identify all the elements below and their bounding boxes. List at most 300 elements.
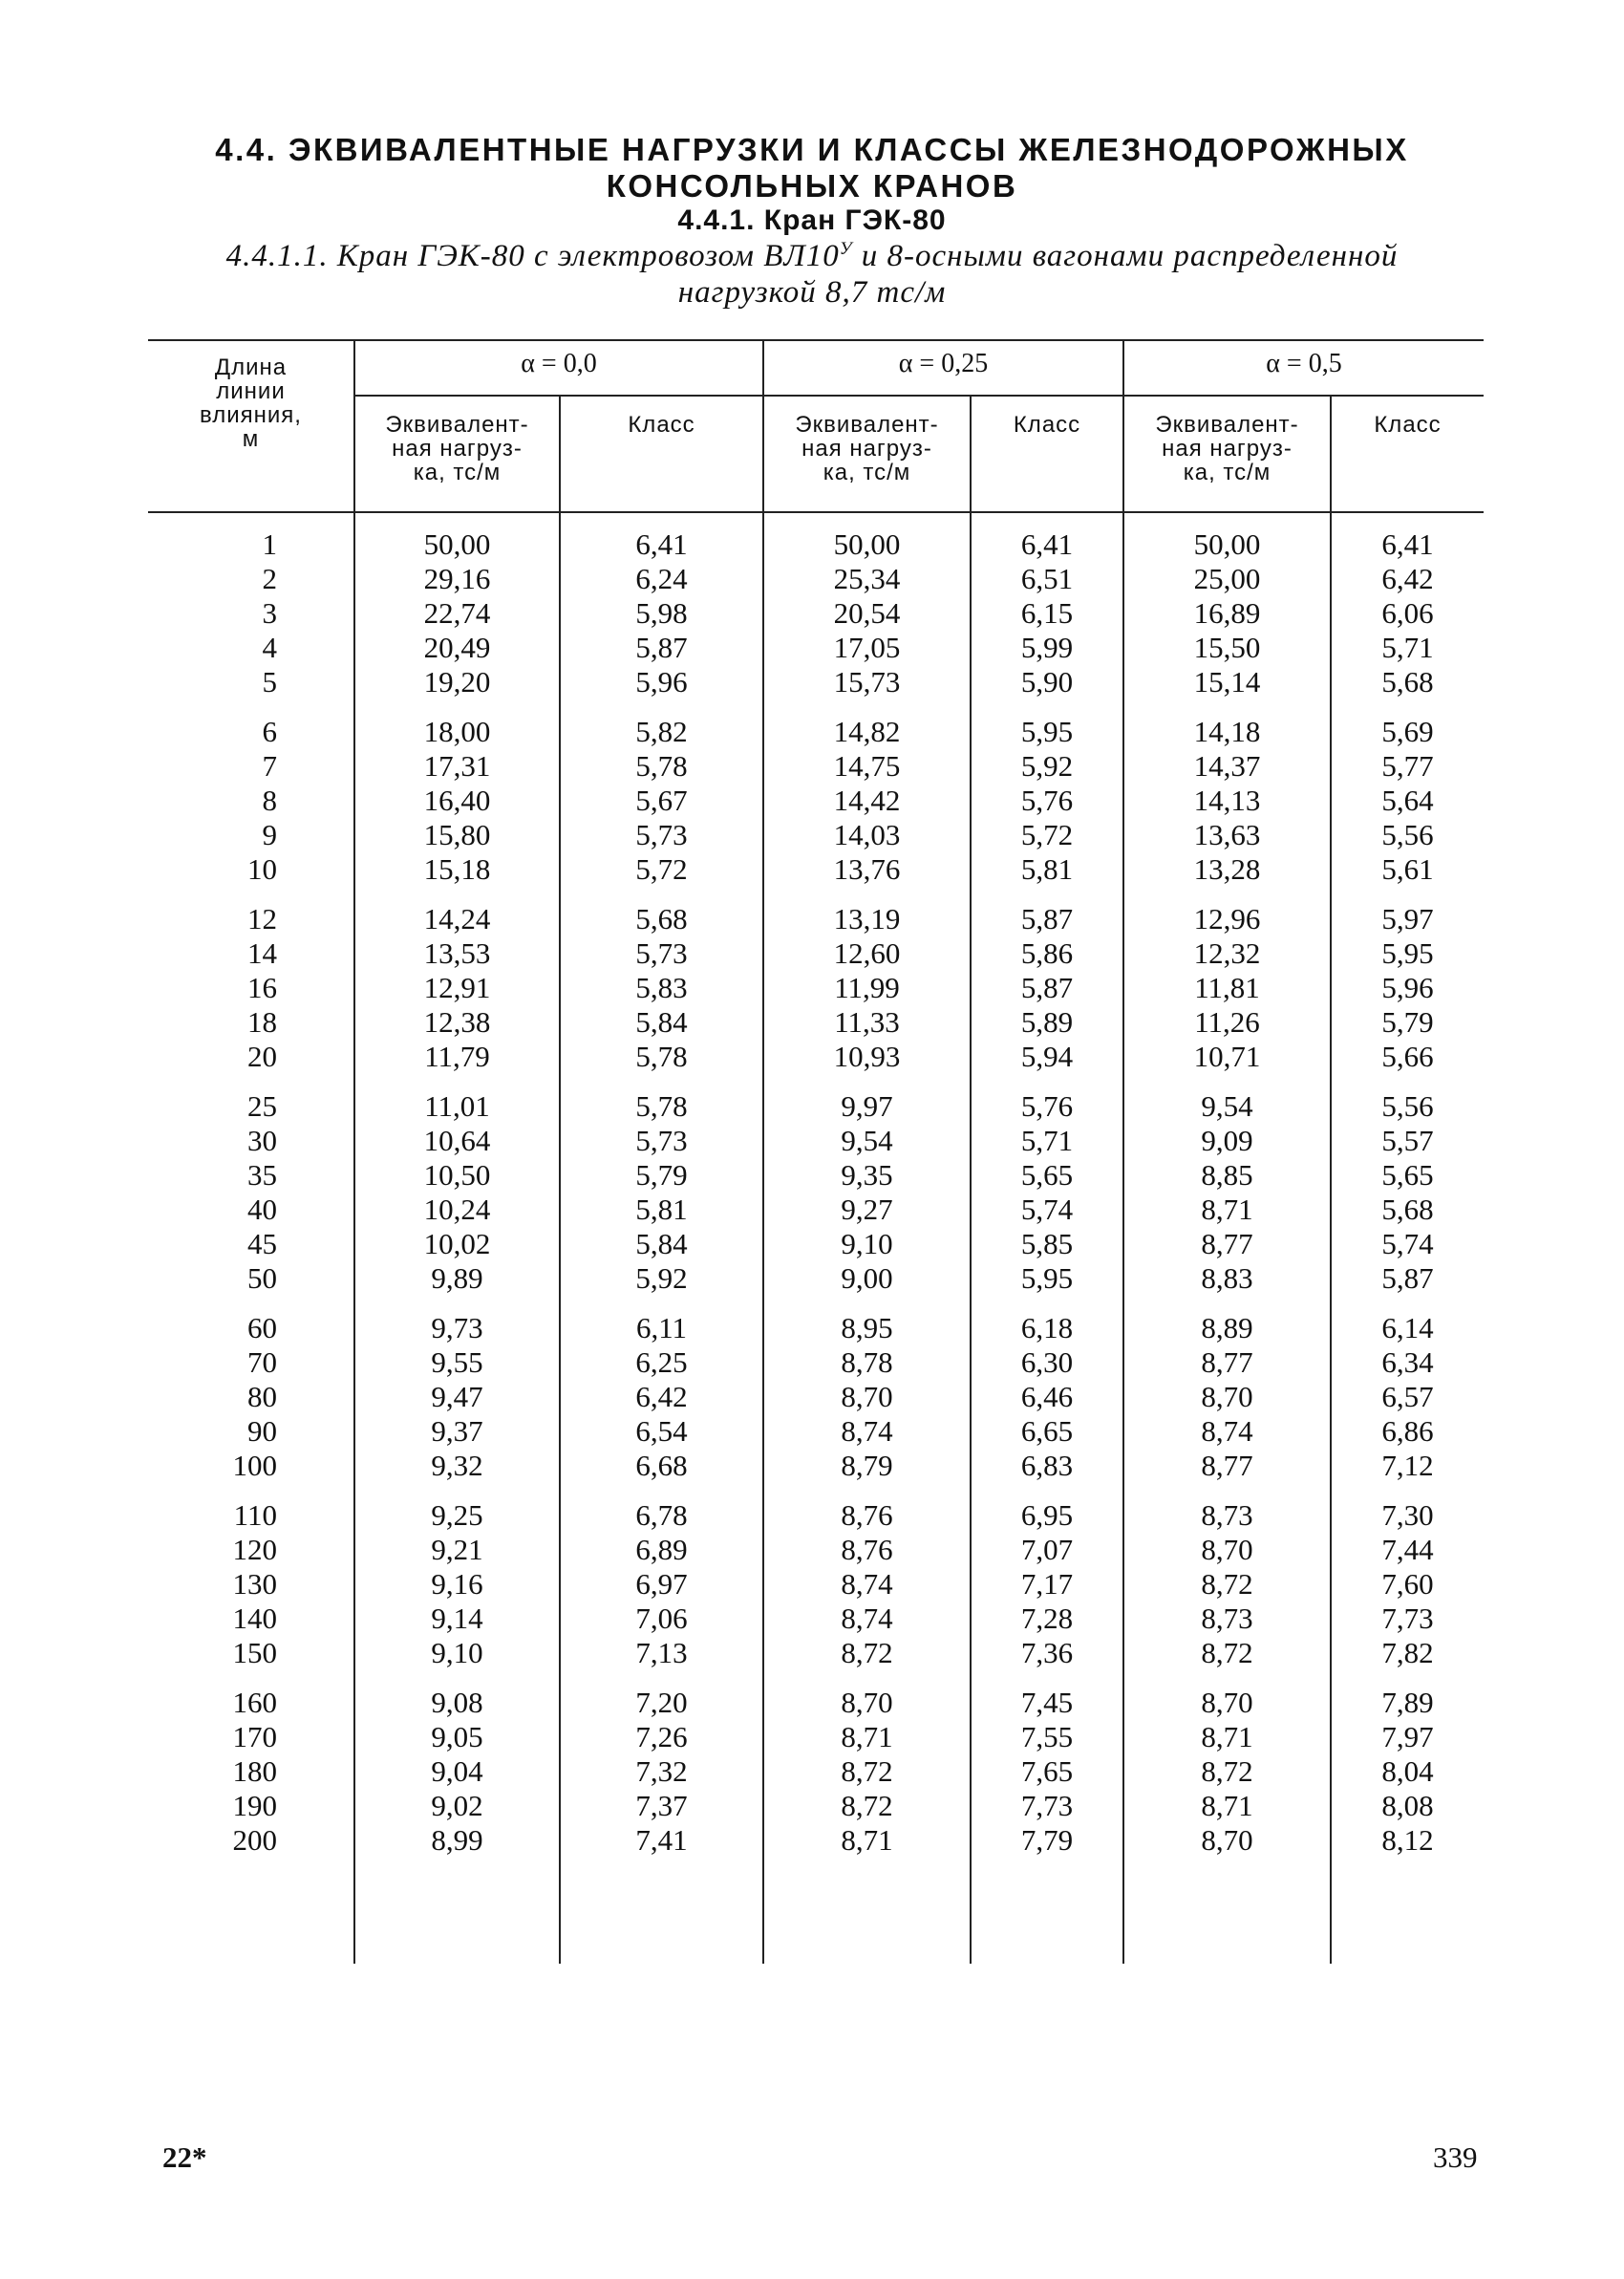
table-cell: 8,83 xyxy=(1201,1261,1253,1295)
table-cell: 5,57 xyxy=(1381,1124,1434,1157)
table-cell: 5,73 xyxy=(635,1124,688,1157)
table-cell: 5,96 xyxy=(1381,971,1434,1004)
row-group xyxy=(561,1686,762,1858)
table-cell: 5,66 xyxy=(1381,1040,1434,1073)
table-cell: 18 xyxy=(247,1005,277,1039)
table-cell: 8,72 xyxy=(1201,1567,1253,1601)
table-cell: 8,72 xyxy=(841,1754,893,1788)
table-cell: 5,67 xyxy=(635,784,688,817)
table-caption-line1 xyxy=(0,239,1624,274)
table-cell: 14,18 xyxy=(1193,715,1261,748)
row-group xyxy=(764,715,970,887)
table-cell: 8,74 xyxy=(841,1567,893,1601)
caption-text-tail: и 8-осными вагонами распределенной xyxy=(852,239,1399,273)
table-cell: 6,42 xyxy=(1381,562,1434,595)
table-cell: 5,68 xyxy=(1381,1193,1434,1226)
table-cell: 5,81 xyxy=(635,1193,688,1226)
table-cell: 4 xyxy=(262,631,277,664)
table-cell: 9,35 xyxy=(841,1158,893,1192)
row-group xyxy=(972,527,1122,699)
row-group xyxy=(764,1686,970,1858)
row-group xyxy=(1332,715,1484,887)
row-group xyxy=(561,1311,762,1483)
row-group xyxy=(764,1311,970,1483)
table-cell: 30 xyxy=(247,1124,277,1157)
row-group xyxy=(1124,902,1330,1074)
row-group xyxy=(355,1311,559,1483)
table-cell: 8 xyxy=(262,784,277,817)
table-cell: 6,78 xyxy=(635,1498,688,1532)
table-cell: 10,64 xyxy=(423,1124,491,1157)
header-bottom-rule xyxy=(148,511,1484,513)
table-cell: 8,79 xyxy=(841,1449,893,1482)
header-text: ная нагруз- xyxy=(801,436,932,462)
table-cell: 8,70 xyxy=(1201,1533,1253,1566)
class-column-0 xyxy=(561,527,762,1873)
table-cell: 7,37 xyxy=(635,1789,688,1822)
table-cell: 17,31 xyxy=(423,749,491,783)
table-cell: 5,77 xyxy=(1381,749,1434,783)
table-cell: 5,99 xyxy=(1020,631,1074,664)
table-cell: 9,21 xyxy=(431,1533,483,1566)
row-group xyxy=(153,1089,277,1296)
table-top-rule xyxy=(148,339,1484,341)
row-group xyxy=(1332,1686,1484,1858)
row-group xyxy=(764,527,970,699)
table-cell: 11,79 xyxy=(424,1040,490,1073)
table-cell: 18,00 xyxy=(423,715,491,748)
table-cell: 5,71 xyxy=(1020,1124,1074,1157)
row-group xyxy=(764,902,970,1074)
table-cell: 7,79 xyxy=(1020,1823,1074,1857)
table-cell: 5,64 xyxy=(1381,784,1434,817)
table-cell: 9,54 xyxy=(1201,1089,1253,1123)
table-cell: 190 xyxy=(232,1789,277,1822)
row-group xyxy=(561,902,762,1074)
table-cell: 9,10 xyxy=(431,1636,483,1669)
header-text: ная нагруз- xyxy=(392,436,523,462)
table-cell: 5,95 xyxy=(1020,715,1074,748)
table-cell: 17,05 xyxy=(833,631,901,664)
table-cell: 8,76 xyxy=(841,1498,893,1532)
row-group xyxy=(1332,527,1484,699)
table-cell: 130 xyxy=(232,1567,277,1601)
table-cell: 5,82 xyxy=(635,715,688,748)
table-cell: 11,81 xyxy=(1194,971,1260,1004)
table-cell: 9,10 xyxy=(841,1227,893,1260)
eq-load-header xyxy=(764,413,970,484)
table-cell: 60 xyxy=(247,1311,277,1344)
table-cell: 9,97 xyxy=(841,1089,893,1123)
table-cell: 8,89 xyxy=(1201,1311,1253,1344)
table-cell: 7,82 xyxy=(1381,1636,1434,1669)
table-cell: 7,73 xyxy=(1020,1789,1074,1822)
table-cell: 10,02 xyxy=(423,1227,491,1260)
table-cell: 6,54 xyxy=(635,1414,688,1448)
table-cell: 5,73 xyxy=(635,818,688,851)
table-cell: 7,30 xyxy=(1381,1498,1434,1532)
table-cell: 6,06 xyxy=(1381,596,1434,630)
table-cell: 8,70 xyxy=(1201,1686,1253,1719)
table-cell: 7,73 xyxy=(1381,1602,1434,1635)
table-cell: 140 xyxy=(232,1602,277,1635)
table-cell: 9,89 xyxy=(431,1261,483,1295)
table-cell: 5,97 xyxy=(1381,902,1434,935)
table-cell: 5,65 xyxy=(1381,1158,1434,1192)
row-group xyxy=(355,902,559,1074)
table-cell: 16,40 xyxy=(423,784,491,817)
row-group xyxy=(1124,1498,1330,1670)
table-cell: 5,79 xyxy=(1381,1005,1434,1039)
table-cell: 14,42 xyxy=(833,784,901,817)
eq-load-column-025 xyxy=(764,527,970,1873)
table-cell: 5,78 xyxy=(635,749,688,783)
table-cell: 7,65 xyxy=(1020,1754,1074,1788)
table-cell: 15,18 xyxy=(423,852,491,886)
table-cell: 8,71 xyxy=(841,1720,893,1753)
table-cell: 13,28 xyxy=(1193,852,1261,886)
table-cell: 6,41 xyxy=(1020,527,1074,561)
table-cell: 9,73 xyxy=(431,1311,483,1344)
table-cell: 5 xyxy=(262,665,277,699)
table-cell: 5,76 xyxy=(1020,1089,1074,1123)
table-cell: 7,07 xyxy=(1020,1533,1074,1566)
table-cell: 8,77 xyxy=(1201,1227,1253,1260)
table-cell: 5,84 xyxy=(635,1005,688,1039)
table-cell: 5,74 xyxy=(1020,1193,1074,1226)
table-cell: 7,06 xyxy=(635,1602,688,1635)
table-cell: 13,63 xyxy=(1193,818,1261,851)
table-cell: 8,71 xyxy=(841,1823,893,1857)
row-group xyxy=(355,715,559,887)
table-cell: 5,56 xyxy=(1381,1089,1434,1123)
table-cell: 170 xyxy=(232,1720,277,1753)
table-cell: 9,08 xyxy=(431,1686,483,1719)
class-header: Класс xyxy=(1013,412,1081,438)
row-group xyxy=(972,715,1122,887)
table-cell: 45 xyxy=(247,1227,277,1260)
table-cell: 6,15 xyxy=(1020,596,1074,630)
table-cell: 11,26 xyxy=(1194,1005,1260,1039)
alpha-header-0: α = 0,0 xyxy=(521,349,597,378)
class-column-025 xyxy=(972,527,1122,1873)
table-cell: 8,71 xyxy=(1201,1720,1253,1753)
table-cell: 7,20 xyxy=(635,1686,688,1719)
header-text: м xyxy=(242,426,260,452)
table-cell: 7,55 xyxy=(1020,1720,1074,1753)
table-cell: 6,57 xyxy=(1381,1380,1434,1413)
table-cell: 70 xyxy=(247,1345,277,1379)
table-cell: 8,77 xyxy=(1201,1345,1253,1379)
table-cell: 50,00 xyxy=(833,527,901,561)
table-cell: 9,55 xyxy=(431,1345,483,1379)
table-cell: 6,11 xyxy=(635,1311,688,1344)
table-cell: 8,71 xyxy=(1201,1789,1253,1822)
table-cell: 5,78 xyxy=(635,1040,688,1073)
table-cell: 6 xyxy=(262,715,277,748)
table-cell: 5,86 xyxy=(1020,936,1074,970)
table-cell: 6,86 xyxy=(1381,1414,1434,1448)
table-cell: 7,45 xyxy=(1020,1686,1074,1719)
table-cell: 8,78 xyxy=(841,1345,893,1379)
table-cell: 8,85 xyxy=(1201,1158,1253,1192)
row-group xyxy=(1332,1498,1484,1670)
table-cell: 25,34 xyxy=(833,562,901,595)
table-cell: 14,82 xyxy=(833,715,901,748)
row-group xyxy=(153,527,277,699)
table-cell: 11,99 xyxy=(834,971,900,1004)
table-cell: 5,72 xyxy=(1020,818,1074,851)
table-cell: 5,98 xyxy=(635,596,688,630)
table-cell: 5,83 xyxy=(635,971,688,1004)
table-cell: 6,89 xyxy=(635,1533,688,1566)
row-group xyxy=(1332,1089,1484,1296)
table-cell: 5,87 xyxy=(1020,971,1074,1004)
table-cell: 15,80 xyxy=(423,818,491,851)
row-group xyxy=(1124,1311,1330,1483)
table-cell: 200 xyxy=(232,1823,277,1857)
row-group xyxy=(355,527,559,699)
table-cell: 5,84 xyxy=(635,1227,688,1260)
table-cell: 6,68 xyxy=(635,1449,688,1482)
table-cell: 6,41 xyxy=(1381,527,1434,561)
header-text: Эквивалент- xyxy=(385,412,529,438)
header-text: ная нагруз- xyxy=(1162,436,1293,462)
table-cell: 5,76 xyxy=(1020,784,1074,817)
header-text: влияния, xyxy=(200,402,302,428)
page-number: 339 xyxy=(1433,2140,1478,2174)
table-cell: 7,41 xyxy=(635,1823,688,1857)
row-group xyxy=(972,1311,1122,1483)
table-cell: 5,61 xyxy=(1381,852,1434,886)
table-cell: 12,91 xyxy=(423,971,491,1004)
table-cell: 16,89 xyxy=(1193,596,1261,630)
table-cell: 50 xyxy=(247,1261,277,1295)
header-text: Эквивалент- xyxy=(1155,412,1299,438)
table-cell: 7,32 xyxy=(635,1754,688,1788)
table-cell: 9,02 xyxy=(431,1789,483,1822)
table-cell: 12,60 xyxy=(833,936,901,970)
page-signature: 22* xyxy=(162,2140,207,2174)
table-cell: 9,16 xyxy=(431,1567,483,1601)
class-header: Класс xyxy=(1374,412,1442,438)
table-cell: 9,04 xyxy=(431,1754,483,1788)
table-caption-line2: нагрузкой 8,7 тс/м xyxy=(677,275,947,310)
table-cell: 11,33 xyxy=(834,1005,900,1039)
row-group xyxy=(1124,1089,1330,1296)
row-group xyxy=(561,715,762,887)
table-cell: 3 xyxy=(262,596,277,630)
table-cell: 8,71 xyxy=(1201,1193,1253,1226)
header-text: ка, тс/м xyxy=(413,460,502,485)
table-cell: 7,26 xyxy=(635,1720,688,1753)
table-cell: 5,92 xyxy=(1020,749,1074,783)
table-cell: 9,09 xyxy=(1201,1124,1253,1157)
table-cell: 8,72 xyxy=(1201,1754,1253,1788)
table-cell: 40 xyxy=(247,1193,277,1226)
row-group xyxy=(1124,1686,1330,1858)
caption-superscript: У xyxy=(839,239,853,259)
table-cell: 8,04 xyxy=(1381,1754,1434,1788)
table-cell: 8,74 xyxy=(841,1414,893,1448)
eq-load-header xyxy=(1124,413,1330,484)
table-cell: 120 xyxy=(232,1533,277,1566)
table-cell: 2 xyxy=(262,562,277,595)
table-cell: 25 xyxy=(247,1089,277,1123)
table-cell: 16 xyxy=(247,971,277,1004)
row-group xyxy=(1332,902,1484,1074)
row-group xyxy=(153,715,277,887)
table-cell: 100 xyxy=(232,1449,277,1482)
table-cell: 14,37 xyxy=(1193,749,1261,783)
table-cell: 6,97 xyxy=(635,1567,688,1601)
table-cell: 7,17 xyxy=(1020,1567,1074,1601)
table-cell: 12,32 xyxy=(1193,936,1261,970)
eq-load-column-05 xyxy=(1124,527,1330,1873)
table-cell: 160 xyxy=(232,1686,277,1719)
table-cell: 14,75 xyxy=(833,749,901,783)
row-group xyxy=(972,1686,1122,1858)
table-cell: 8,73 xyxy=(1201,1602,1253,1635)
table-cell: 5,73 xyxy=(635,936,688,970)
section-heading-line2: КОНСОЛЬНЫХ КРАНОВ xyxy=(606,168,1018,204)
table-cell: 7,97 xyxy=(1381,1720,1434,1753)
table-cell: 90 xyxy=(247,1414,277,1448)
subsection-heading: 4.4.1. Кран ГЭК-80 xyxy=(677,204,947,236)
table-cell: 8,70 xyxy=(841,1686,893,1719)
table-cell: 5,89 xyxy=(1020,1005,1074,1039)
table-cell: 25,00 xyxy=(1193,562,1261,595)
table-cell: 29,16 xyxy=(423,562,491,595)
table-cell: 12,38 xyxy=(423,1005,491,1039)
table-cell: 15,50 xyxy=(1193,631,1261,664)
table-cell: 5,72 xyxy=(635,852,688,886)
table-cell: 20,49 xyxy=(423,631,491,664)
row-group xyxy=(561,1089,762,1296)
table-cell: 8,95 xyxy=(841,1311,893,1344)
table-cell: 10,50 xyxy=(423,1158,491,1192)
table-cell: 6,25 xyxy=(635,1345,688,1379)
table-cell: 5,96 xyxy=(635,665,688,699)
table-cell: 13,19 xyxy=(833,902,901,935)
table-cell: 8,77 xyxy=(1201,1449,1253,1482)
row-group xyxy=(972,1089,1122,1296)
table-cell: 5,65 xyxy=(1020,1158,1074,1192)
header-text: Длина xyxy=(214,355,288,380)
row-group xyxy=(355,1498,559,1670)
row-group xyxy=(153,1686,277,1858)
table-cell: 50,00 xyxy=(1193,527,1261,561)
table-cell: 6,46 xyxy=(1020,1380,1074,1413)
table-cell: 6,34 xyxy=(1381,1345,1434,1379)
alpha-header-025: α = 0,25 xyxy=(898,349,989,378)
table-cell: 80 xyxy=(247,1380,277,1413)
header-text: ка, тс/м xyxy=(1183,460,1271,485)
table-cell: 8,70 xyxy=(841,1380,893,1413)
table-cell: 9,25 xyxy=(431,1498,483,1532)
row-group xyxy=(153,902,277,1074)
table-cell: 8,72 xyxy=(841,1636,893,1669)
table-cell: 7 xyxy=(262,749,277,783)
table-cell: 5,69 xyxy=(1381,715,1434,748)
table-cell: 5,56 xyxy=(1381,818,1434,851)
table-cell: 5,81 xyxy=(1020,852,1074,886)
class-column-05 xyxy=(1332,527,1484,1873)
table-cell: 8,73 xyxy=(1201,1498,1253,1532)
table-cell: 6,14 xyxy=(1381,1311,1434,1344)
row-group xyxy=(1124,527,1330,699)
table-cell: 6,83 xyxy=(1020,1449,1074,1482)
table-cell: 1 xyxy=(262,527,277,561)
table-cell: 150 xyxy=(232,1636,277,1669)
caption-text: 4.4.1.1. Кран ГЭК-80 с электровозом ВЛ10 xyxy=(225,239,840,273)
table-cell: 5,78 xyxy=(635,1089,688,1123)
table-cell: 6,30 xyxy=(1020,1345,1074,1379)
table-cell: 5,92 xyxy=(635,1261,688,1295)
table-cell: 8,08 xyxy=(1381,1789,1434,1822)
table-cell: 9,00 xyxy=(841,1261,893,1295)
table-cell: 5,95 xyxy=(1381,936,1434,970)
table-cell: 6,18 xyxy=(1020,1311,1074,1344)
row-group xyxy=(972,902,1122,1074)
table-cell: 7,44 xyxy=(1381,1533,1434,1566)
header-text: ка, тс/м xyxy=(823,460,911,485)
table-cell: 9,05 xyxy=(431,1720,483,1753)
table-cell: 13,53 xyxy=(423,936,491,970)
row-group xyxy=(972,1498,1122,1670)
table-cell: 8,12 xyxy=(1381,1823,1434,1857)
table-cell: 9,27 xyxy=(841,1193,893,1226)
table-cell: 12 xyxy=(247,902,277,935)
table-cell: 6,42 xyxy=(635,1380,688,1413)
row-group xyxy=(153,1498,277,1670)
table-cell: 6,24 xyxy=(635,562,688,595)
table-cell: 9,32 xyxy=(431,1449,483,1482)
table-cell: 35 xyxy=(247,1158,277,1192)
eq-load-column-0 xyxy=(355,527,559,1873)
table-cell: 6,95 xyxy=(1020,1498,1074,1532)
table-cell: 19,20 xyxy=(423,665,491,699)
table-cell: 9,54 xyxy=(841,1124,893,1157)
section-heading-line1: 4.4. ЭКВИВАЛЕНТНЫЕ НАГРУЗКИ И КЛАССЫ ЖЕЛЕЗНОДОРОЖНЫХ xyxy=(215,132,1409,167)
table-cell: 14,13 xyxy=(1193,784,1261,817)
row-group xyxy=(355,1089,559,1296)
row-group xyxy=(153,1311,277,1483)
class-header: Класс xyxy=(628,412,695,438)
eq-load-header xyxy=(355,413,559,484)
table-cell: 14,24 xyxy=(423,902,491,935)
row-group xyxy=(561,527,762,699)
table-cell: 8,76 xyxy=(841,1533,893,1566)
table-cell: 7,60 xyxy=(1381,1567,1434,1601)
table-cell: 14 xyxy=(247,936,277,970)
table-cell: 9,14 xyxy=(431,1602,483,1635)
table-cell: 9,37 xyxy=(431,1414,483,1448)
table-cell: 5,90 xyxy=(1020,665,1074,699)
table-cell: 7,89 xyxy=(1381,1686,1434,1719)
table-cell: 22,74 xyxy=(423,596,491,630)
table-cell: 5,87 xyxy=(1020,902,1074,935)
table-cell: 10 xyxy=(247,852,277,886)
table-cell: 8,99 xyxy=(431,1823,483,1857)
table-cell: 9,47 xyxy=(431,1380,483,1413)
table-cell: 5,74 xyxy=(1381,1227,1434,1260)
length-column-header xyxy=(153,355,349,451)
table-cell: 14,03 xyxy=(833,818,901,851)
table-cell: 5,79 xyxy=(635,1158,688,1192)
table-cell: 180 xyxy=(232,1754,277,1788)
table-cell: 110 xyxy=(233,1498,277,1532)
